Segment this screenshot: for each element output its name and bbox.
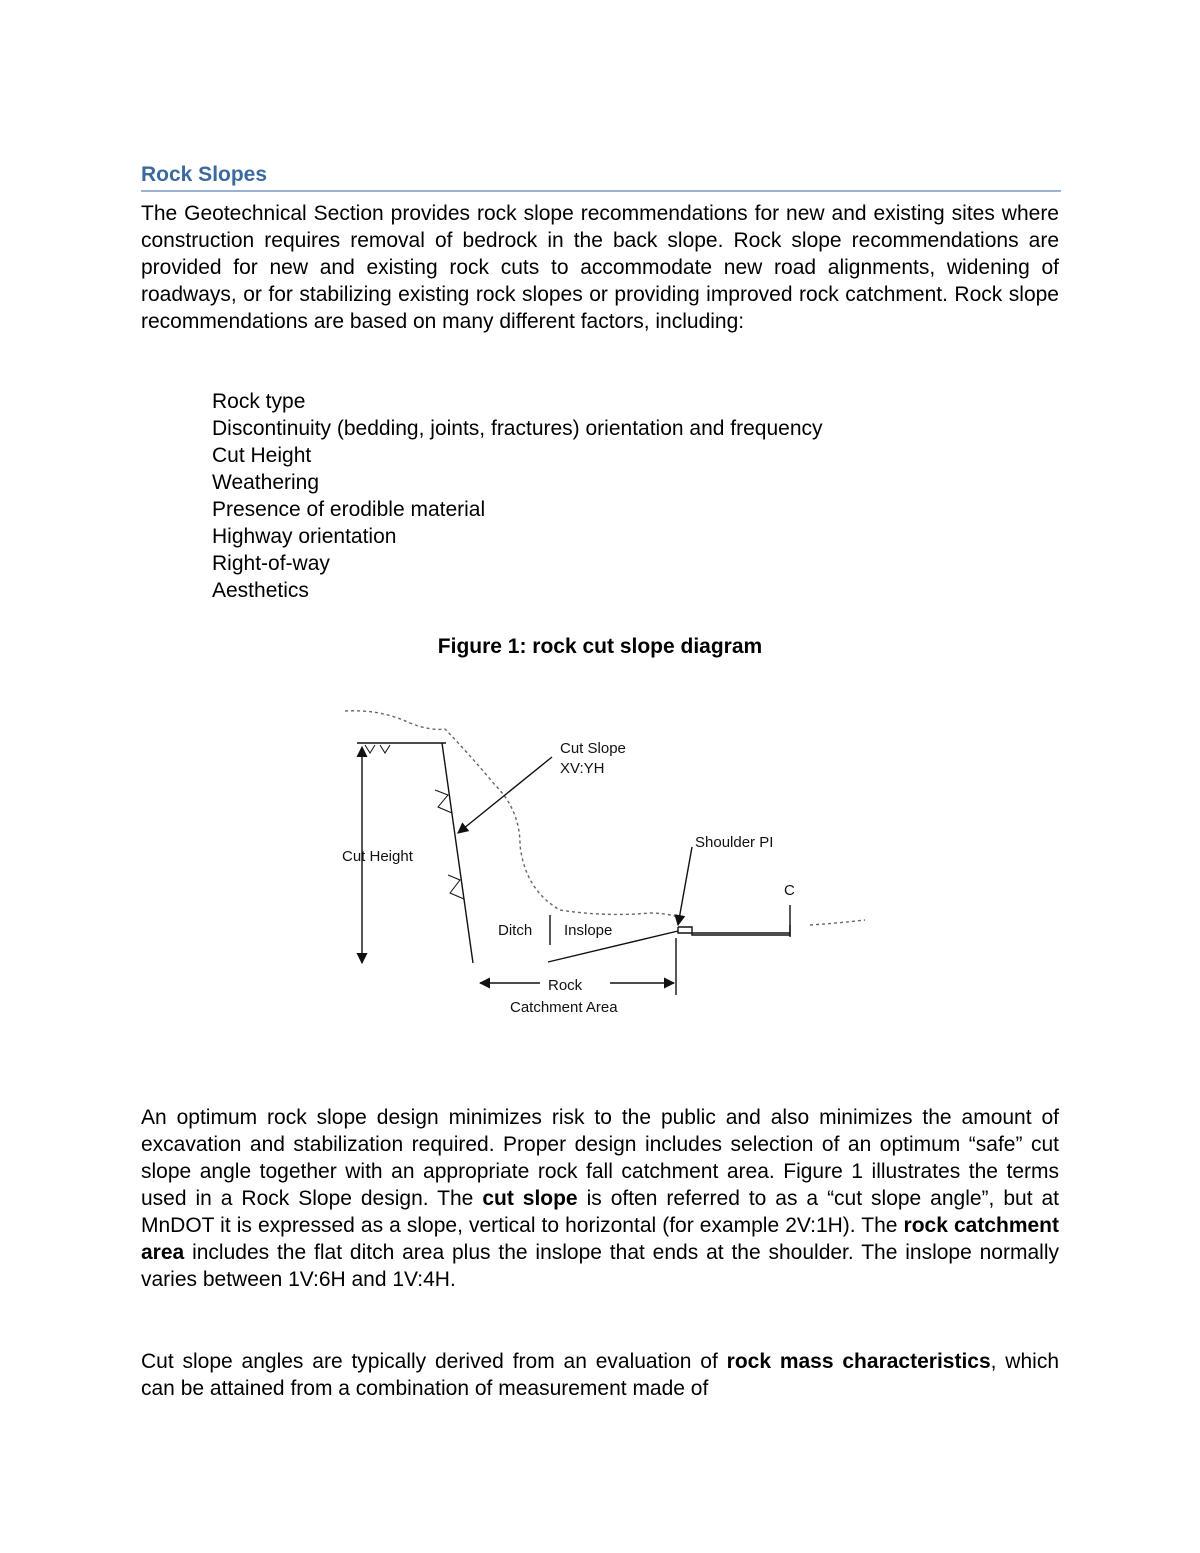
rock-cut-slope-diagram bbox=[320, 695, 880, 1035]
design-paragraph: An optimum rock slope design minimizes risk to the public and also minimizes the amount of excavation and stabilization required. Proper design includes selection of an optimum “safe” cut slope angle together with an appropriate rock fall catchment area. Figure 1 illustrates the terms used in a Rock Slope design. The cut slope is often referred to as a “cut slope angle”, but at MnDOT it is expressed as a slope, vertical to horizontal (for example 2V:1H). The rock catchment area includes the flat ditch area plus the inslope that ends at the shoulder. The inslope normally varies between 1V:6H and 1V:4H. bbox=[141, 1106, 1059, 1291]
cut-height-label: Cut Height bbox=[342, 848, 413, 865]
original-ground-line bbox=[345, 711, 678, 917]
list-item: Rock type bbox=[212, 390, 306, 413]
list-item: Highway orientation bbox=[212, 525, 397, 548]
rock-catchment-term: rock catchment area bbox=[141, 1214, 1059, 1264]
shoulder-road bbox=[678, 925, 790, 935]
cut-slope-leader bbox=[458, 757, 552, 833]
shoulder-label: Shoulder PI bbox=[695, 834, 774, 851]
ground-extension bbox=[810, 920, 865, 925]
cut-face bbox=[442, 743, 473, 963]
cut-slope-label: Cut Slope bbox=[560, 740, 626, 757]
shoulder-leader bbox=[678, 847, 692, 925]
list-item: Right-of-way bbox=[212, 552, 330, 575]
cut-slope-ratio-label: XV:YH bbox=[560, 760, 605, 777]
catchment-label-2: Catchment Area bbox=[510, 999, 618, 1016]
list-item: Weathering bbox=[212, 471, 320, 494]
catchment-label-1: Rock bbox=[548, 977, 583, 994]
grass-mark bbox=[365, 745, 390, 753]
rock-mass-term: rock mass characteristics bbox=[726, 1350, 991, 1373]
cut-angle-paragraph: Cut slope angles are typically derived from an evaluation of rock mass characteristics, which can be attained from a combination of measurement made of bbox=[141, 1350, 1059, 1400]
intro-paragraph: The Geotechnical Section provides rock slope recommendations for new and existing sites where construction requires removal of bedrock in the back slope. Rock slope recommendations are provided for new and existing rock cuts to accommodate new road alignments, widening of roadways, or for stabilizing existing rock slopes or providing improved rock catchment. Rock slope recommendations are based on many different factors, including: bbox=[141, 202, 1059, 333]
ditch-label: Ditch bbox=[498, 922, 533, 939]
factor-list bbox=[212, 388, 823, 604]
section-heading: Rock Slopes bbox=[141, 162, 1061, 192]
list-item: Presence of erodible material bbox=[212, 498, 486, 521]
list-item: Cut Height bbox=[212, 444, 312, 467]
centerline-label: C bbox=[784, 882, 795, 899]
figure-caption: Figure 1: rock cut slope diagram bbox=[437, 635, 763, 658]
list-item: Aesthetics bbox=[212, 579, 309, 602]
list-item: Discontinuity (bedding, joints, fractures) orientation and frequency bbox=[212, 417, 823, 440]
inslope-label: Inslope bbox=[564, 922, 613, 939]
cut-slope-term: cut slope bbox=[482, 1187, 578, 1210]
